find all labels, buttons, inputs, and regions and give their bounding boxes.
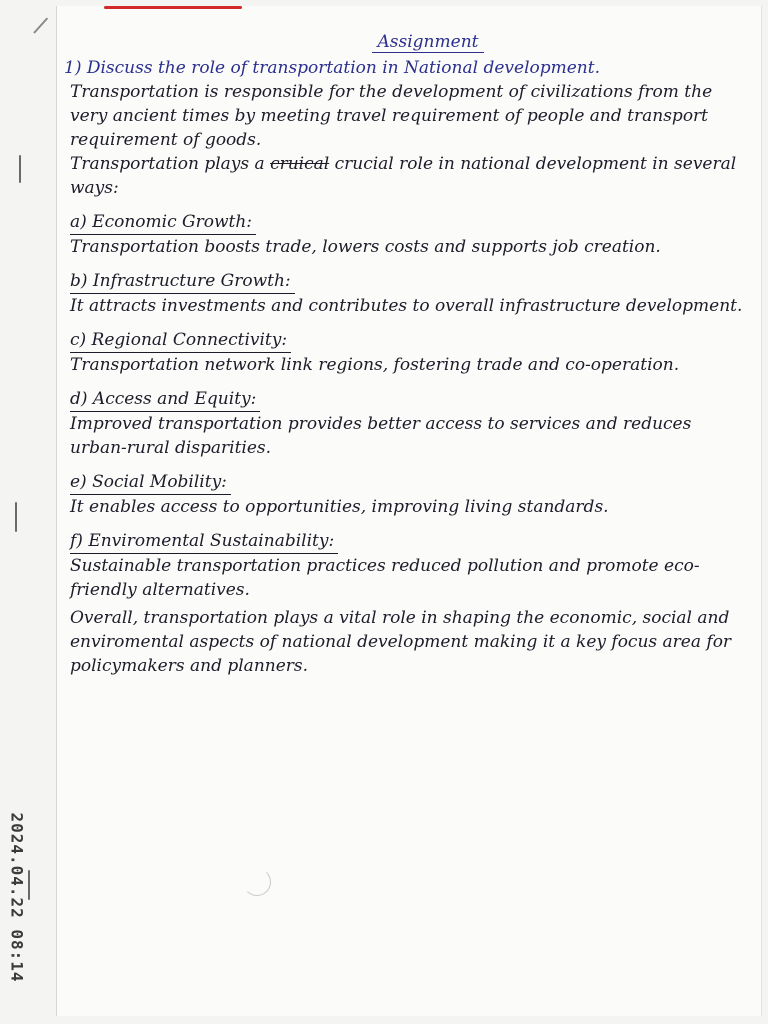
faint-pencil-curve [243,868,271,896]
section-heading: e) Social Mobility: [70,470,231,495]
section-environmental-sustainability [64,529,752,602]
section-heading: d) Access and Equity: [70,387,260,412]
section-body: It enables access to opportunities, improving living standards. [70,497,609,517]
margin-tick [19,155,21,183]
closing-paragraph: Overall, transportation plays a vital role in shaping the economic, social and enviromental aspects of national development making it a key focus area for policymakers and planners. [70,608,732,676]
section-body: It attracts investments and contributes to overall infrastructure development. [70,296,743,316]
section-access-equity [64,387,752,460]
section-heading: f) Enviromental Sustainability: [70,529,338,554]
struck-word: cruical [270,154,330,174]
date-stamp [2,792,32,1002]
section-heading: c) Regional Connectivity: [70,328,291,353]
section-infrastructure-growth [64,269,752,318]
section-body: Sustainable transportation practices reduced pollution and promote eco-friendly alternatives. [70,556,700,600]
section-heading: b) Infrastructure Growth: [70,269,295,294]
section-body: Transportation boosts trade, lowers costs and supports job creation. [70,237,661,257]
section-social-mobility [64,470,752,519]
title-text: Assignment [372,32,485,53]
section-heading: a) Economic Growth: [70,210,256,235]
section-regional-connectivity [64,328,752,377]
intro-2-before: Transportation plays a [70,154,271,174]
intro-paragraph-1: Transportation is responsible for the development of civilizations from the very ancient times by meeting travel requirement of people and transport requirement of goods. [70,82,713,150]
page-title [104,30,752,54]
intro-paragraph-2 [70,152,752,200]
margin-tick [15,502,17,532]
handwritten-content [64,30,752,678]
section-body: Improved transportation provides better access to services and reduces urban-rural disparities. [70,414,692,458]
date-stamp-text: 2024.04.22 08:14 [7,811,27,983]
section-body: Transportation network link regions, fostering trade and co-operation. [70,355,680,375]
pencil-mark [33,17,48,33]
red-ink-mark [104,6,242,9]
question-text: 1) Discuss the role of transportation in National development. [64,58,600,78]
section-economic-growth [64,210,752,259]
intro-2-after: crucial role in national development in several ways: [70,154,737,198]
